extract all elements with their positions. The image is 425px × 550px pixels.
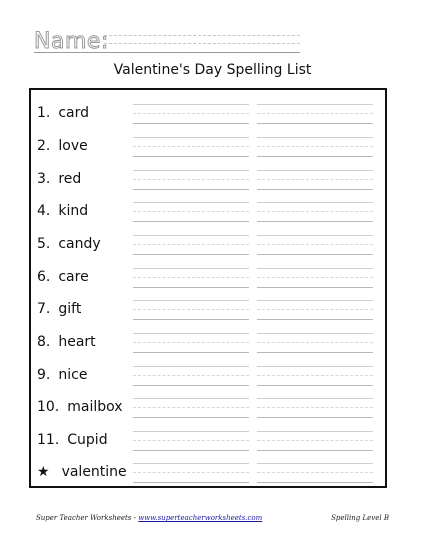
word-number: 1.: [37, 105, 51, 121]
spelling-word: candy: [58, 236, 101, 252]
spelling-word: red: [58, 171, 82, 187]
word-number: 8.: [37, 334, 51, 350]
list-item: [31, 262, 385, 294]
spelling-word: love: [58, 138, 88, 154]
list-item: [31, 131, 385, 163]
writing-lines-2[interactable]: [257, 300, 373, 320]
footer-site-name: Super Teacher Worksheets -: [36, 514, 139, 522]
writing-lines-2[interactable]: [257, 202, 373, 222]
writing-lines-1[interactable]: [133, 463, 249, 483]
star-icon: ★: [37, 464, 50, 480]
name-guide-line-middle: [104, 43, 300, 44]
word-entry: [37, 105, 89, 121]
writing-lines-1[interactable]: [133, 366, 249, 386]
list-item: [31, 327, 385, 359]
word-number: 2.: [37, 138, 51, 154]
word-number: 3.: [37, 171, 51, 187]
footer-site-link[interactable]: www.superteacherworksheets.com: [138, 514, 263, 522]
writing-lines-2[interactable]: [257, 170, 373, 190]
writing-lines-2[interactable]: [257, 431, 373, 451]
word-number: 11.: [37, 432, 60, 448]
word-number: 6.: [37, 269, 51, 285]
list-item: [31, 98, 385, 130]
list-item: [31, 360, 385, 392]
name-guide-line-top: [104, 35, 300, 36]
writing-lines-1[interactable]: [133, 431, 249, 451]
word-number: 5.: [37, 236, 51, 252]
spelling-word: kind: [58, 203, 89, 219]
writing-lines-2[interactable]: [257, 268, 373, 288]
word-entry: [37, 203, 88, 219]
writing-lines-1[interactable]: [133, 104, 249, 124]
word-entry: [37, 269, 89, 285]
word-number: 7.: [37, 301, 51, 317]
spelling-word: gift: [58, 301, 82, 317]
spelling-list-box: [29, 88, 387, 488]
word-entry: [37, 301, 81, 317]
writing-lines-1[interactable]: [133, 202, 249, 222]
list-item: [31, 196, 385, 228]
list-item: [31, 294, 385, 326]
spelling-word: mailbox: [67, 399, 123, 415]
writing-lines-1[interactable]: [133, 300, 249, 320]
list-item: [31, 229, 385, 261]
footer-level: Spelling Level B: [331, 514, 389, 522]
writing-lines-1[interactable]: [133, 268, 249, 288]
list-item: [31, 164, 385, 196]
writing-lines-1[interactable]: [133, 333, 249, 353]
writing-lines-2[interactable]: [257, 235, 373, 255]
worksheet-title: Valentine's Day Spelling List: [113, 62, 312, 78]
word-entry: [37, 367, 87, 383]
spelling-word: card: [58, 105, 90, 121]
spelling-word: care: [58, 269, 89, 285]
writing-lines-2[interactable]: [257, 463, 373, 483]
list-item: [31, 425, 385, 457]
writing-lines-1[interactable]: [133, 235, 249, 255]
word-number: 9.: [37, 367, 51, 383]
writing-lines-1[interactable]: [133, 170, 249, 190]
list-item: [31, 392, 385, 424]
writing-lines-1[interactable]: [133, 137, 249, 157]
word-number: 4.: [37, 203, 51, 219]
word-number: 10.: [37, 399, 60, 415]
spelling-word: heart: [58, 334, 96, 350]
word-entry: [37, 171, 81, 187]
writing-lines-2[interactable]: [257, 366, 373, 386]
list-item: [31, 457, 385, 489]
word-entry: [37, 236, 101, 252]
writing-lines-2[interactable]: [257, 398, 373, 418]
name-label: Name:: [34, 29, 109, 54]
spelling-word: valentine: [61, 464, 127, 480]
writing-lines-2[interactable]: [257, 104, 373, 124]
name-field[interactable]: [34, 28, 300, 56]
spelling-word: nice: [58, 367, 88, 383]
word-entry: [37, 432, 108, 448]
spelling-word: Cupid: [67, 432, 108, 448]
writing-lines-1[interactable]: [133, 398, 249, 418]
word-entry: [37, 464, 127, 480]
writing-lines-2[interactable]: [257, 333, 373, 353]
word-entry: [37, 334, 96, 350]
writing-lines-2[interactable]: [257, 137, 373, 157]
word-entry: [37, 399, 123, 415]
footer-credit: [36, 514, 262, 522]
name-baseline: [34, 52, 300, 53]
word-entry: [37, 138, 88, 154]
